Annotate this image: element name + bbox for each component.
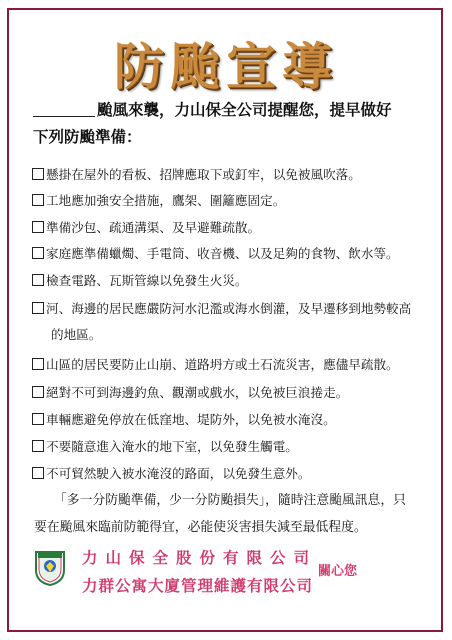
footer [30, 540, 430, 610]
checklist-item [32, 243, 440, 265]
checkbox-icon [32, 440, 44, 452]
checkbox-icon [32, 247, 44, 259]
page-title: 防颱宣導 [114, 37, 338, 96]
checklist-item-continuation: 的地區。 [51, 327, 102, 342]
checklist-item-text: 準備沙包、疏通溝渠、及早避難疏散。 [46, 220, 261, 235]
checklist-item-text: 工地應加強安全措施，鷹架、圍籬應固定。 [46, 193, 286, 208]
closing-line-2: 要在颱風來臨前防範得宜，必能使災害損失減至最低程度。 [34, 520, 367, 535]
checklist-item-text: 不要隨意進入淹水的地下室，以免發生觸電。 [46, 439, 298, 454]
checkbox-icon [32, 467, 44, 479]
fill-in-blank [33, 100, 95, 117]
checklist-item-text: 檢查電路、瓦斯管線以免發生火災。 [46, 273, 248, 288]
checklist-item-text: 山區的居民要防止山崩、道路坍方或土石流災害，應儘早疏散。 [46, 357, 399, 372]
checklist-item [32, 382, 440, 404]
checklist-item-text: 懸掛在屋外的看板、招牌應取下或釘牢，以免被風吹落。 [46, 167, 361, 182]
checklist-item-text: 家庭應準備蠟燭、手電筒、收音機、以及足夠的食物、飲水等。 [46, 246, 399, 261]
checkbox-icon [32, 302, 44, 314]
checklist-item-text: 不可貿然駛入被水淹沒的路面，以免發生意外。 [46, 466, 311, 481]
checklist-item-text: 河、海邊的居民應嚴防河水氾濫或海水倒灌，及早遷移到地勢較高 [46, 301, 412, 316]
intro-text [33, 96, 435, 150]
closing-paragraph [34, 487, 442, 541]
company-name-1: 力山保全股份有限公司 [82, 548, 318, 567]
checklist-item [32, 190, 440, 212]
checklist-item [32, 164, 440, 186]
checklist-item [32, 270, 440, 292]
checkbox-icon [32, 386, 44, 398]
checkbox-icon [32, 194, 44, 206]
checklist-item [32, 463, 440, 485]
care-signoff: 關心您 [318, 564, 358, 579]
checklist-item [32, 354, 440, 376]
checkbox-icon [32, 221, 44, 233]
checklist-item [32, 217, 440, 239]
checkbox-icon [32, 358, 44, 370]
checklist-item [32, 298, 440, 346]
company-logo-icon [34, 550, 66, 586]
checkbox-icon [32, 413, 44, 425]
checklist-item [32, 409, 440, 431]
checklist-item-text: 絕對不可到海邊釣魚、觀潮或戲水，以免被巨浪捲走。 [46, 385, 349, 400]
closing-line-1: 「多一分防颱準備，少一分防颱損失」，隨時注意颱風訊息，只 [54, 493, 406, 508]
intro-line-1: 颱風來襲，力山保全公司提醒您，提早做好 [97, 100, 392, 119]
checklist-item-text: 車輛應避免停放在低窪地、堤防外，以免被水淹沒。 [46, 412, 336, 427]
checkbox-icon [32, 274, 44, 286]
checkbox-icon [32, 168, 44, 180]
company-name-2: 力群公寓大廈管理維護有限公司 [82, 576, 314, 595]
intro-line-2: 下列防颱準備： [33, 127, 142, 146]
checklist-item [32, 436, 440, 458]
